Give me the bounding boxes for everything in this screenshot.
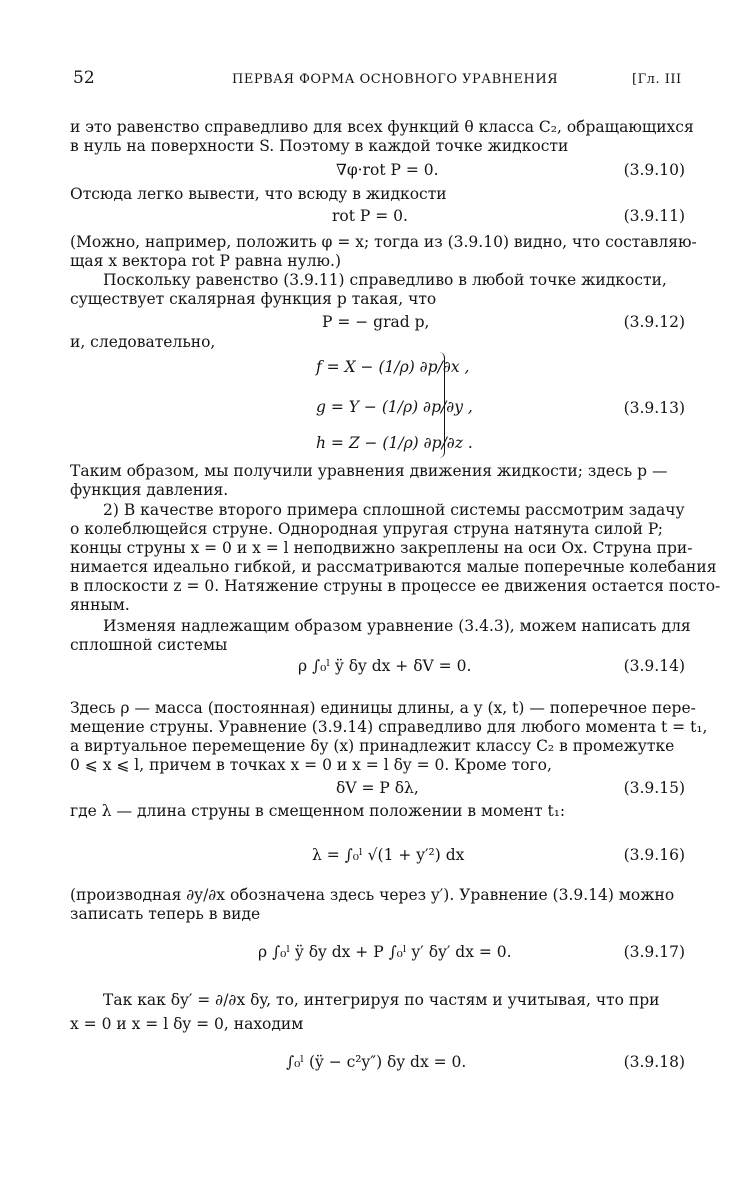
text-line-25: записать теперь в виде (70, 905, 261, 923)
text-line-27: x = 0 и x = l δy = 0, находим (70, 1015, 304, 1033)
text-line-6: Поскольку равенство (3.9.11) справедливо в любой точке жидкости, (103, 271, 667, 289)
text-line-23: где λ — длина струны в смещенном положении в момент t₁: (70, 802, 566, 820)
page-number: 52 (73, 68, 95, 88)
equation-text: ∫₀ˡ (ÿ − c²y″) δy dx = 0. (286, 1053, 467, 1071)
equation-text: ρ ∫₀ˡ ÿ δy dx + δV = 0. (298, 657, 472, 675)
equation-text: g = Y − (1/ρ) ∂p/∂y , (316, 398, 473, 416)
equation-3-9-10 (336, 160, 439, 180)
text-line-20: мещение струны. Уравнение (3.9.14) справедливо для любого момента t = t₁, (70, 718, 708, 736)
equation-number: (3.9.17) (623, 943, 685, 961)
equation-number: (3.9.18) (623, 1053, 685, 1071)
text-line-22: 0 ⩽ x ⩽ l, причем в точках x = 0 и x = l δy = 0. Кроме того, (70, 756, 552, 774)
text-line-5: щая x вектора rot P равна нулю.) (70, 252, 342, 270)
text-line-24: (производная ∂y/∂x обозначена здесь через y′). Уравнение (3.9.14) можно (70, 886, 675, 904)
equation-3-9-13-g (316, 397, 473, 417)
text-line-21: а виртуальное перемещение δy (x) принадлежит классу C₂ в промежутке (70, 737, 675, 755)
text-line-3: Отсюда легко вывести, что всюду в жидкости (70, 185, 447, 203)
equation-3-9-16 (312, 845, 464, 865)
equation-text: f = X − (1/ρ) ∂p/∂x , (316, 358, 470, 376)
text-line-12: о колеблющейся струне. Однородная упругая струна натянута силой P; (70, 520, 663, 538)
text-line-1: и это равенство справедливо для всех функций θ класса C₂, обращающихся (70, 118, 694, 136)
text-line-13: концы струны x = 0 и x = l неподвижно закреплены на оси Ox. Струна при- (70, 539, 693, 557)
text-line-8: и, следовательно, (70, 333, 216, 351)
text-line-16: янным. (70, 596, 130, 614)
text-line-17: Изменяя надлежащим образом уравнение (3.4.3), можем написать для (103, 617, 691, 635)
equation-3-9-17 (258, 942, 512, 962)
equation-3-9-18 (286, 1052, 466, 1072)
text-line-4: (Можно, например, положить φ = x; тогда из (3.9.10) видно, что составляю- (70, 233, 697, 251)
equation-number: (3.9.11) (623, 207, 685, 225)
equation-3-9-12 (322, 312, 429, 332)
equation-brace (436, 352, 445, 458)
equation-3-9-11 (332, 206, 408, 226)
running-title: ПЕРВАЯ ФОРМА ОСНОВНОГО УРАВНЕНИЯ (232, 72, 559, 87)
equation-text: δV = P δλ, (336, 779, 419, 797)
equation-text: ∇φ·rot P = 0. (336, 161, 439, 179)
text-line-9: Таким образом, мы получили уравнения движения жидкости; здесь p — (70, 462, 668, 480)
text-line-11: 2) В качестве второго примера сплошной системы рассмотрим задачу (103, 501, 685, 519)
text-line-7: существует скалярная функция p такая, что (70, 290, 437, 308)
equation-number: (3.9.12) (623, 313, 685, 331)
text-line-15: в плоскости z = 0. Натяжение струны в процессе ее движения остается посто- (70, 577, 721, 595)
equation-text: P = − grad p, (322, 313, 430, 331)
equation-3-9-13-f (316, 357, 469, 377)
equation-3-9-15 (336, 778, 419, 798)
equation-3-9-13-h (316, 433, 473, 453)
equation-number: (3.9.10) (623, 161, 685, 179)
text-line-19: Здесь ρ — масса (постоянная) единицы длины, а y (x, t) — поперечное пере- (70, 699, 696, 717)
equation-number: (3.9.15) (623, 779, 685, 797)
text-line-10: функция давления. (70, 481, 229, 499)
equation-number: (3.9.16) (623, 846, 685, 864)
equation-text: h = Z − (1/ρ) ∂p/∂z . (316, 434, 473, 452)
equation-number: (3.9.13) (623, 399, 685, 417)
text-line-2: в нуль на поверхности S. Поэтому в каждой точке жидкости (70, 137, 569, 155)
equation-text: λ = ∫₀ˡ √(1 + y′²) dx (312, 846, 465, 864)
chapter-marker: [Гл. III (632, 72, 682, 87)
equation-text: ρ ∫₀ˡ ÿ δy dx + P ∫₀ˡ y′ δy′ dx = 0. (258, 943, 512, 961)
text-line-14: нимается идеально гибкой, и рассматриваются малые поперечные колебания (70, 558, 717, 576)
text-line-26: Так как δy′ = ∂/∂x δy, то, интегрируя по частям и учитывая, что при (103, 991, 660, 1009)
text-line-18: сплошной системы (70, 636, 228, 654)
equation-number: (3.9.14) (623, 657, 685, 675)
equation-3-9-14 (298, 656, 471, 676)
equation-text: rot P = 0. (332, 207, 408, 225)
